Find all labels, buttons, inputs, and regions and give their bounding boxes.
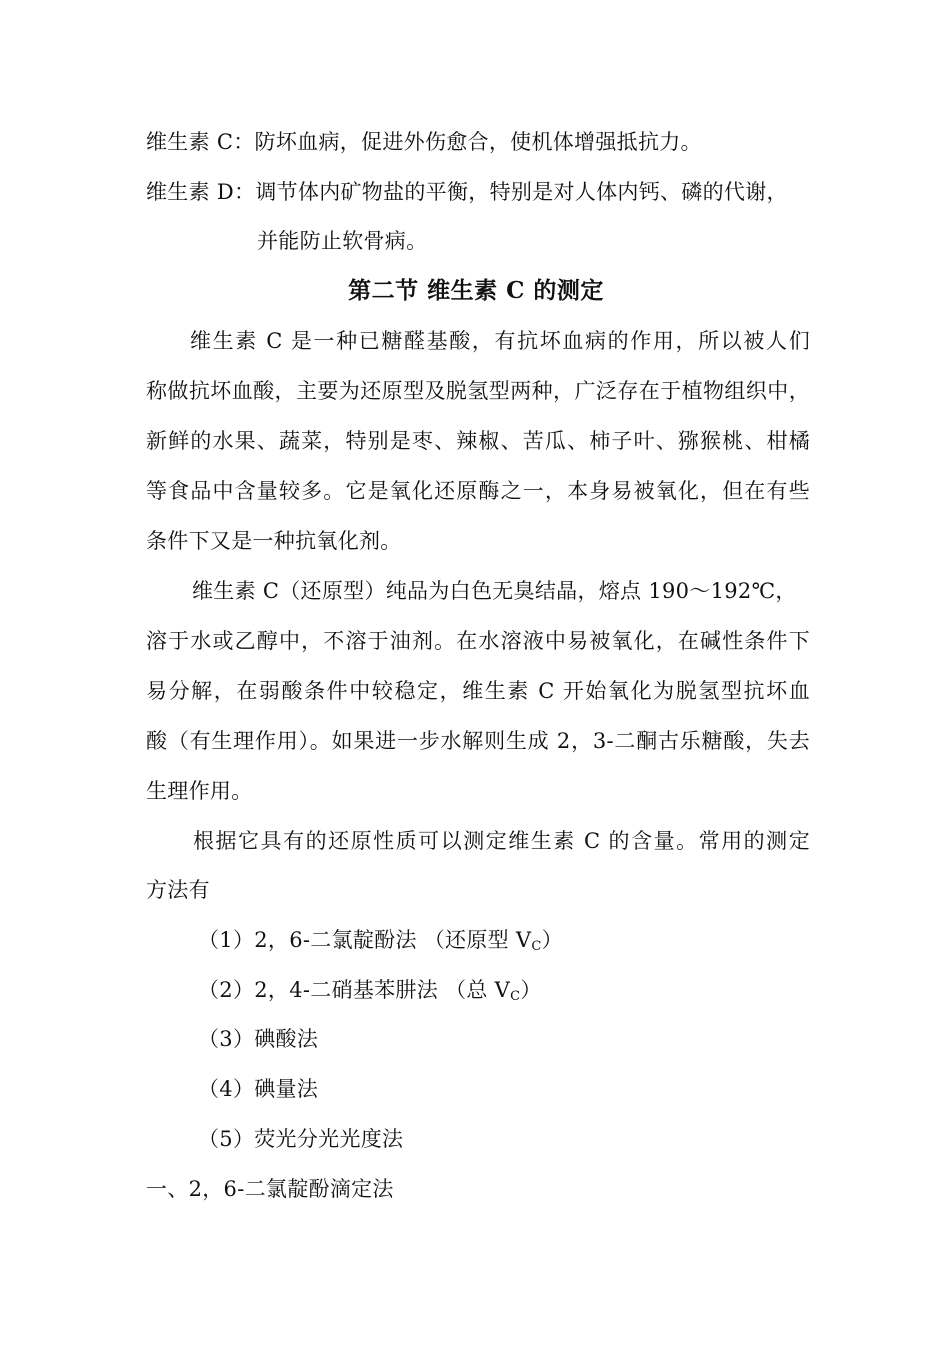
para2-line-5: 生理作用。 [146, 779, 253, 803]
method-text: （4）碘量法 [198, 1077, 319, 1101]
para2-line-1: 维生素 C（还原型）纯品为白色无臭结晶，熔点 190～192℃， [192, 579, 797, 603]
method-item [198, 925, 563, 955]
method-tail: ） [520, 978, 542, 1002]
vitamin-c-text: 防坏血病，促进外伤愈合，使机体增强抵抗力。 [254, 130, 702, 154]
vitamin-c-label: 维生素 C： [146, 130, 255, 154]
vitamin-d-label: 维生素 D： [146, 180, 256, 204]
method-text: （5）荧光分光光度法 [198, 1127, 404, 1151]
vitamin-d-line [146, 177, 788, 207]
para1-line-1: 维生素 C 是一种已糖醛基酸，有抗坏血病的作用，所以被人们 [190, 329, 810, 353]
method-item [198, 975, 542, 1005]
para2-line-3: 易分解，在弱酸条件中较稳定，维生素 C 开始氧化为脱氢型抗坏血 [146, 679, 810, 703]
method-subscript: C [510, 989, 521, 1004]
method-tail: ） [541, 928, 563, 952]
method-text: （2）2，4-二硝基苯肼法 （总 V [198, 978, 511, 1002]
method-item [198, 1074, 318, 1104]
method-text: （3）碘酸法 [198, 1027, 319, 1051]
method-text: （1）2，6-二氯靛酚法 （还原型 V [198, 928, 532, 952]
method-item [198, 1124, 403, 1154]
para1-line-5: 条件下又是一种抗氧化剂。 [146, 529, 402, 553]
para3-line-1: 根据它具有的还原性质可以测定维生素 C 的含量。常用的测定 [193, 829, 810, 853]
method-item [198, 1024, 318, 1054]
para1-line-4: 等食品中含量较多。它是氧化还原酶之一，本身易被氧化，但在有些 [146, 479, 810, 503]
section-title: 第二节 维生素 C 的测定 [348, 277, 604, 304]
subheading: 一、2，6-二氯靛酚滴定法 [146, 1177, 394, 1201]
para3-line-2: 方法有 [146, 878, 210, 902]
vitamin-d-continuation: 并能防止软骨病。 [257, 229, 428, 253]
para1-line-2: 称做抗坏血酸，主要为还原型及脱氢型两种，广泛存在于植物组织中， [146, 379, 810, 403]
para2-line-4: 酸（有生理作用）。如果进一步水解则生成 2，3-二酮古乐糖酸，失去 [146, 729, 810, 753]
para2-line-2: 溶于水或乙醇中，不溶于油剂。在水溶液中易被氧化，在碱性条件下 [146, 629, 810, 653]
para1-line-3: 新鲜的水果、蔬菜，特别是枣、辣椒、苦瓜、柿子叶、猕猴桃、柑橘 [146, 429, 810, 453]
method-subscript: C [531, 939, 542, 954]
vitamin-c-line [146, 127, 702, 157]
vitamin-d-text: 调节体内矿物盐的平衡，特别是对人体内钙、磷的代谢， [255, 180, 788, 204]
